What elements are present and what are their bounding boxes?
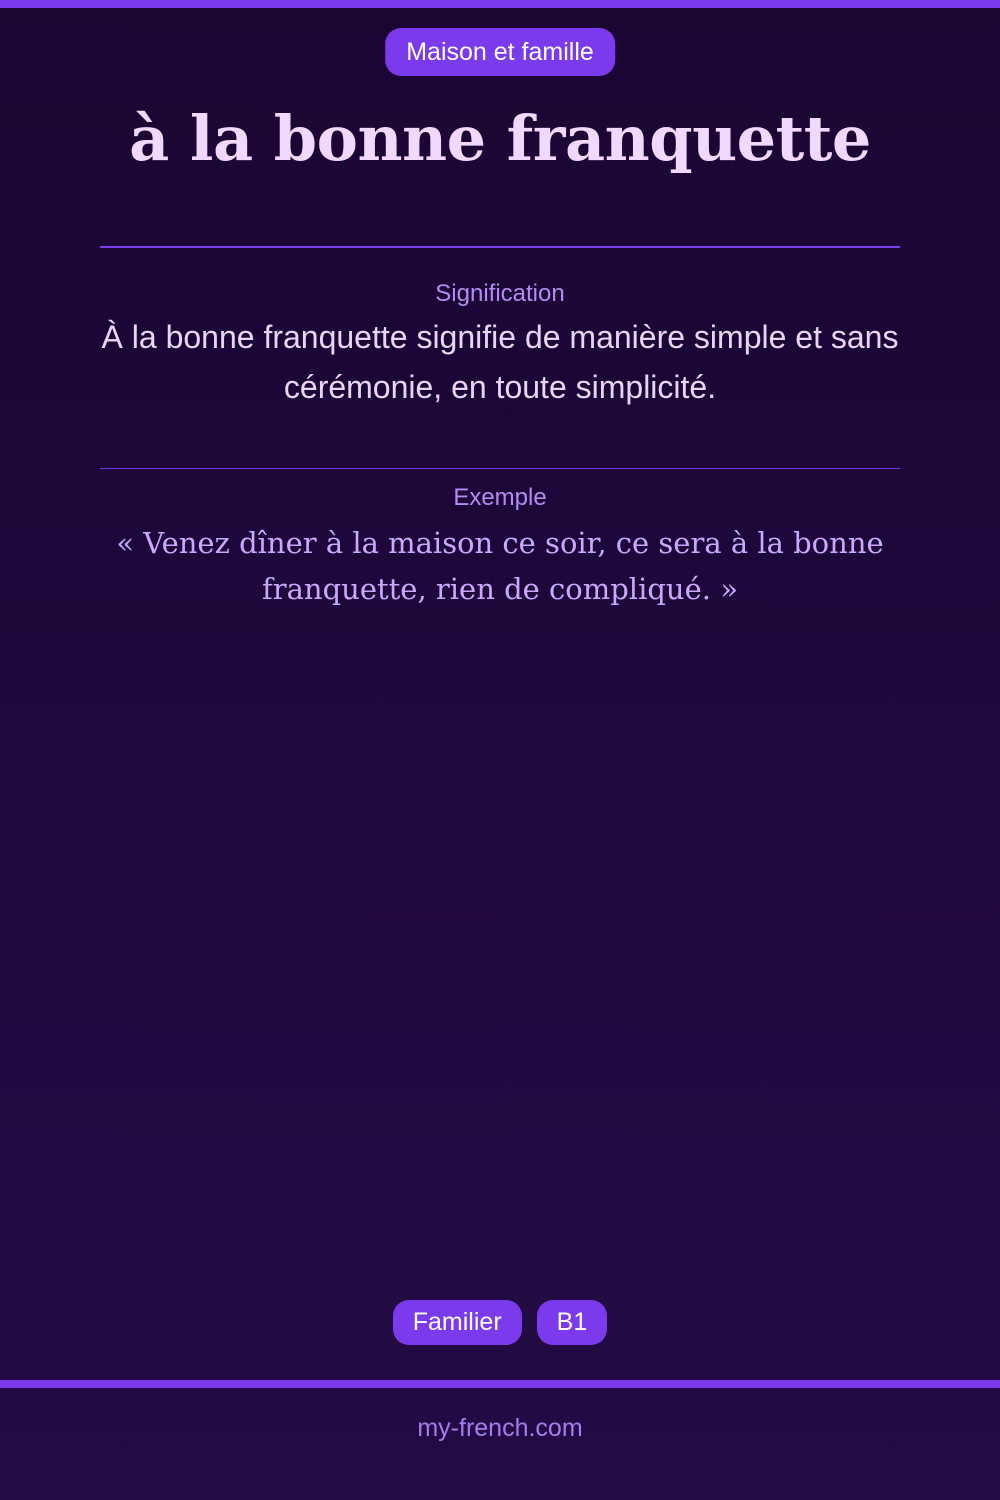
category-badge: Maison et famille [385,28,615,76]
example-text: « Venez dîner à la maison ce soir, ce sera à la bonne franquette, rien de compliqué. » [116,526,884,606]
divider-top [100,246,900,248]
example-label: Exemple [453,484,547,511]
divider-middle [100,468,900,469]
meaning-label: Signification [435,280,565,307]
meaning-text: À la bonne franquette signifie de manière simple et sans cérémonie, en toute simplicité. [101,319,899,405]
level-tag: B1 [537,1300,608,1345]
tag-list [0,1300,1000,1345]
top-accent-bar [0,0,1000,8]
expression-title: à la bonne franquette [129,102,871,175]
site-footer: my-french.com [417,1414,583,1442]
bottom-accent-bar [0,1380,1000,1388]
register-tag: Familier [393,1300,522,1345]
